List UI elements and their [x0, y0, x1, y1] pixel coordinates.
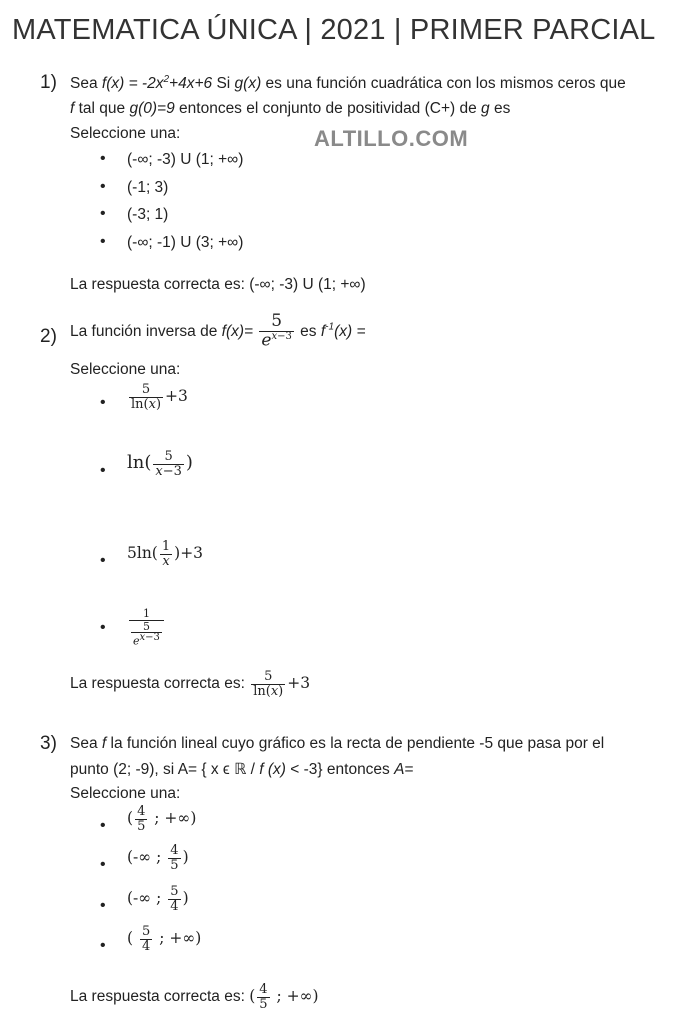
question-2-option-4[interactable]: $\frac{1}{\frac{5}{e^{x-3}}}$	[127, 608, 166, 647]
question-3-text-line-2: punto (2; -9), si A= { x ϵ ℝ / f (x) < -3} entonces A=	[70, 761, 414, 778]
question-2-option-2[interactable]: ln( $\frac{5}{x-3}$ )	[127, 449, 193, 479]
question-1-option-4[interactable]: (-∞; -1) U (3; +∞)	[127, 234, 244, 251]
bullet-icon: •	[100, 817, 106, 834]
bullet-icon: •	[100, 205, 106, 222]
question-2-answer: La respuesta correcta es: $\frac{5}{\ln(x)}$ +3	[70, 669, 311, 699]
bullet-icon: •	[100, 897, 106, 914]
watermark: ALTILLO.COM	[314, 126, 469, 151]
bullet-icon: •	[100, 233, 106, 250]
bullet-icon: •	[100, 178, 106, 195]
question-2-option-1[interactable]: $\frac{5}{\ln(x)}$ +3	[131, 382, 188, 412]
question-3-option-2[interactable]: (-∞ ; $\frac{4}{5}$ )	[127, 843, 189, 873]
question-1-text-line-2: f tal que g(0)=9 entonces el conjunto de positividad (C+) de g es	[70, 100, 511, 117]
bullet-icon: •	[100, 552, 106, 569]
question-2-fraction: $\frac{5}{e^{x-3}}$	[261, 311, 292, 351]
question-1-text-line-1: Sea $f(x) = -2x^2+4x+6$ Si g(x) es una función cuadrática con los mismos ceros que	[70, 74, 626, 93]
question-3-option-1[interactable]: ( $\frac{4}{5}$ ; +∞)	[127, 804, 197, 834]
question-3-select-label: Seleccione una:	[70, 785, 181, 802]
bullet-icon: •	[100, 462, 106, 479]
question-1-number: 1)	[40, 72, 57, 93]
question-2-text: La función inversa de f(x)= $\frac{5}{e^{x-3}}$ es $f^{-1}(x)$ =	[70, 311, 366, 351]
bullet-icon: •	[100, 394, 106, 411]
bullet-icon: •	[100, 937, 106, 954]
question-2-option-3[interactable]: 5ln( $\frac{1}{x}$ )+3	[127, 539, 204, 569]
question-3-answer: La respuesta correcta es: ( $\frac{4}{5}$ ; +∞)	[70, 982, 319, 1012]
question-1-option-3[interactable]: (-3; 1)	[127, 206, 169, 223]
question-1-option-2[interactable]: (-1; 3)	[127, 179, 169, 196]
question-2-number: 2)	[40, 326, 57, 347]
question-3-text-line-1: Sea f la función lineal cuyo gráfico es la recta de pendiente -5 que pasa por el	[70, 735, 605, 752]
page-title: MATEMATICA ÚNICA | 2021 | PRIMER PARCIAL	[12, 14, 656, 46]
question-1-select-label: Seleccione una:	[70, 125, 181, 142]
question-3-number: 3)	[40, 733, 57, 754]
question-3-option-4[interactable]: ( $\frac{5}{4}$ ; +∞)	[127, 924, 202, 954]
question-2-select-label: Seleccione una:	[70, 361, 181, 378]
bullet-icon: •	[100, 150, 106, 167]
bullet-icon: •	[100, 856, 106, 873]
question-3-option-3[interactable]: (-∞ ; $\frac{5}{4}$ )	[127, 884, 189, 914]
question-1-option-1[interactable]: (-∞; -3) U (1; +∞)	[127, 151, 244, 168]
question-1-answer: La respuesta correcta es: (-∞; -3) U (1; +∞)	[70, 276, 366, 293]
bullet-icon: •	[100, 619, 106, 636]
